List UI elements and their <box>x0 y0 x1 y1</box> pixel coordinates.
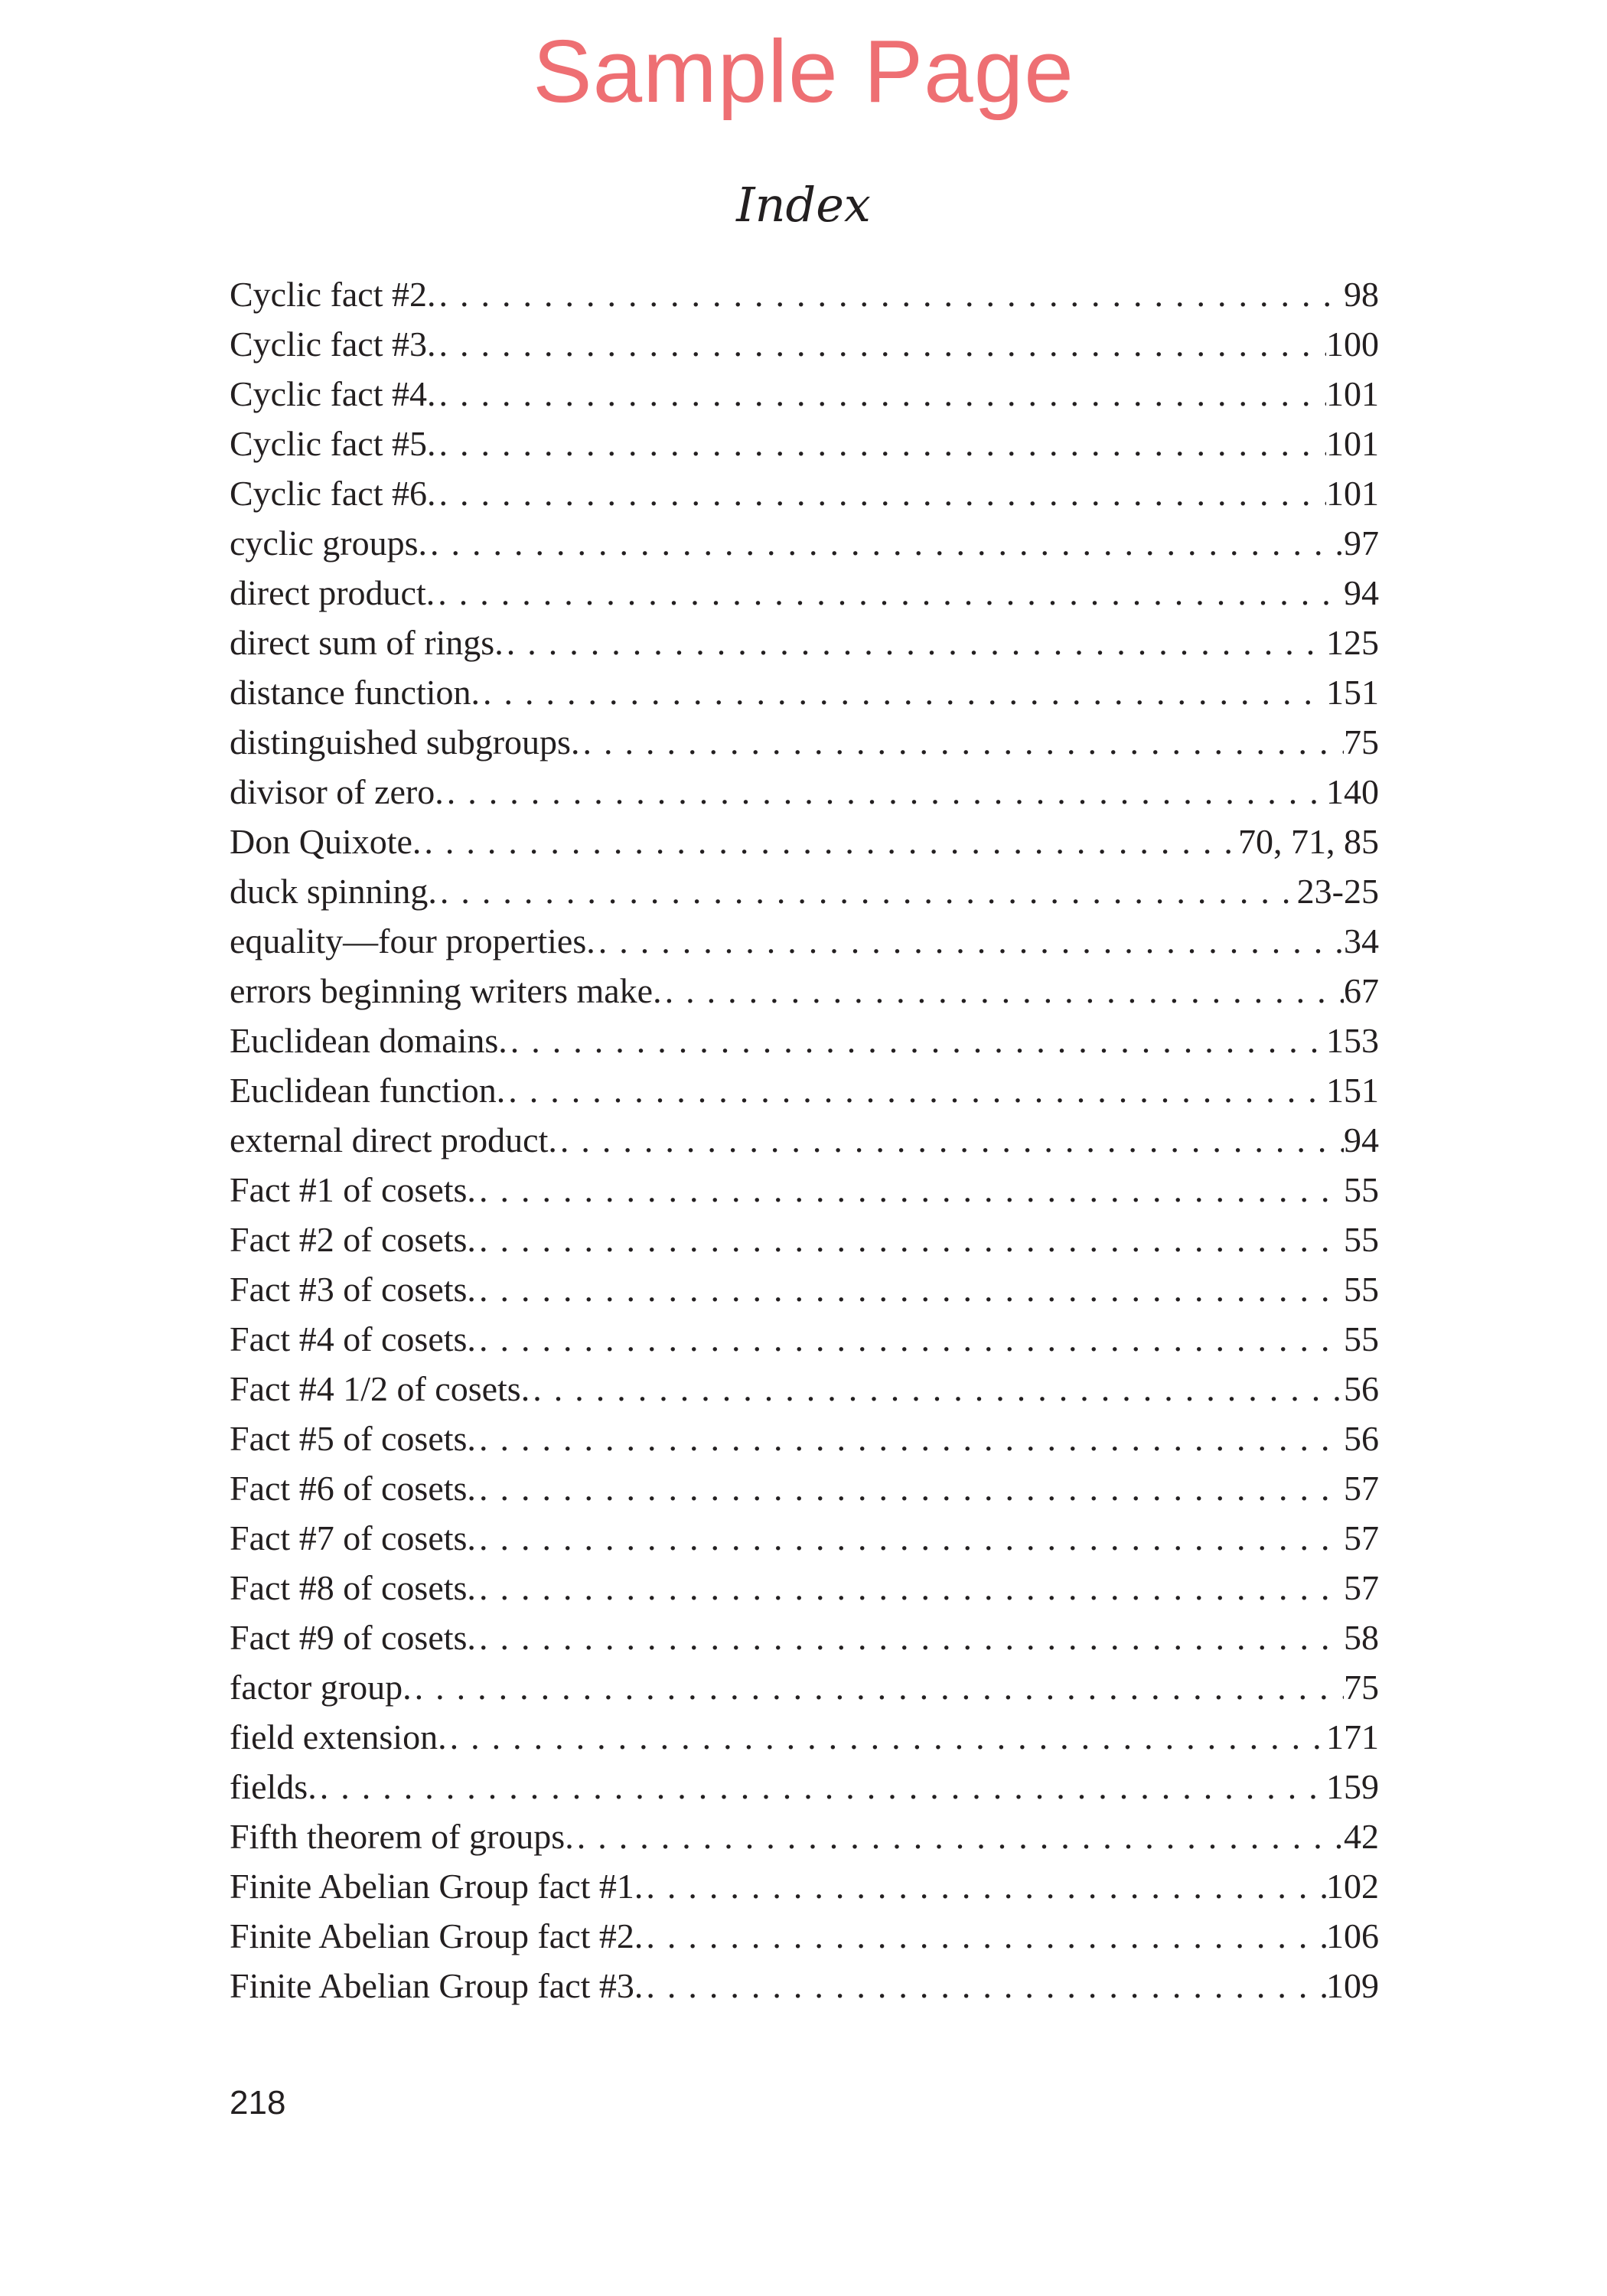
index-entry <box>230 1264 1379 1314</box>
index-entry-pages: 67 <box>1344 971 1379 1010</box>
index-entry-term: Don Quixote. <box>230 822 422 861</box>
index-entry <box>230 1812 1379 1861</box>
index-entry-pages: 70, 71, 85 <box>1238 822 1379 861</box>
dot-leader <box>643 1961 1326 2011</box>
index-entry <box>230 319 1379 369</box>
index-entry-pages: 100 <box>1326 325 1379 364</box>
index-entry-term: Fact #4 of cosets. <box>230 1319 476 1358</box>
index-heading: Index <box>736 177 871 233</box>
index-entry-term: Cyclic fact #3. <box>230 325 436 364</box>
index-entry <box>230 518 1379 568</box>
index-entry-term: Cyclic fact #5. <box>230 424 436 463</box>
index-entry <box>230 767 1379 817</box>
index-entry <box>230 1961 1379 2011</box>
index-entry <box>230 1414 1379 1463</box>
index-entry-term: Fact #4 1/2 of cosets. <box>230 1369 530 1408</box>
index-entry-pages: 153 <box>1326 1021 1379 1060</box>
dot-leader <box>504 618 1326 667</box>
index-entry <box>230 966 1379 1016</box>
dot-leader <box>557 1115 1344 1165</box>
dot-leader <box>476 1563 1344 1613</box>
dot-leader <box>435 568 1344 618</box>
index-entry-pages: 94 <box>1344 1120 1379 1159</box>
dot-leader <box>476 1463 1344 1513</box>
dot-leader <box>579 717 1344 767</box>
index-entry-term: Fact #6 of cosets. <box>230 1469 476 1508</box>
index-entry-term: direct product. <box>230 573 435 612</box>
dot-leader <box>476 1613 1344 1662</box>
index-entry-term: distance function. <box>230 673 481 712</box>
index-entry <box>230 1314 1379 1364</box>
dot-leader <box>444 767 1326 817</box>
index-entry-pages: 98 <box>1344 275 1379 314</box>
index-entry-term: divisor of zero. <box>230 772 444 811</box>
dot-leader <box>437 866 1297 916</box>
index-entry-term: factor group. <box>230 1668 412 1707</box>
dot-leader <box>505 1065 1326 1115</box>
index-entry-pages: 56 <box>1344 1419 1379 1458</box>
index-entry-pages: 101 <box>1326 424 1379 463</box>
index-entry-pages: 75 <box>1344 722 1379 762</box>
index-entry-pages: 101 <box>1326 374 1379 413</box>
dot-leader <box>643 1911 1326 1961</box>
index-entry-pages: 55 <box>1344 1270 1379 1309</box>
index-entry-term: Fact #1 of cosets. <box>230 1170 476 1209</box>
dot-leader <box>476 1414 1344 1463</box>
dot-leader <box>436 269 1344 319</box>
index-entry-term: Fact #7 of cosets. <box>230 1518 476 1557</box>
index-entry-pages: 55 <box>1344 1319 1379 1358</box>
dot-leader <box>421 817 1238 866</box>
dot-leader <box>427 518 1344 568</box>
index-entry <box>230 717 1379 767</box>
index-entry-term: Fact #5 of cosets. <box>230 1419 476 1458</box>
dot-leader <box>436 319 1326 369</box>
index-entry-term: errors beginning writers make. <box>230 971 662 1010</box>
dot-leader <box>476 1215 1344 1264</box>
dot-leader <box>480 667 1326 717</box>
dot-leader <box>412 1662 1344 1712</box>
index-entry <box>230 1016 1379 1065</box>
index-entry-term: Finite Abelian Group fact #1. <box>230 1867 644 1906</box>
index-entry <box>230 618 1379 667</box>
dot-leader <box>436 369 1326 419</box>
index-entry <box>230 1364 1379 1414</box>
index-entry-pages: 57 <box>1344 1469 1379 1508</box>
index-entry <box>230 419 1379 468</box>
dot-leader <box>507 1016 1326 1065</box>
index-entry-term: Cyclic fact #2. <box>230 275 436 314</box>
index-entry <box>230 1563 1379 1613</box>
index-entry-pages: 75 <box>1344 1668 1379 1707</box>
index-entry-term: Cyclic fact #4. <box>230 374 436 413</box>
index-entry-pages: 55 <box>1344 1220 1379 1259</box>
dot-leader <box>476 1314 1344 1364</box>
index-entry <box>230 866 1379 916</box>
index-entry-term: Finite Abelian Group fact #2. <box>230 1916 644 1955</box>
index-entry <box>230 369 1379 419</box>
dot-leader <box>530 1364 1344 1414</box>
index-entry-pages: 56 <box>1344 1369 1379 1408</box>
dot-leader <box>476 1264 1344 1314</box>
index-entry <box>230 1911 1379 1961</box>
index-entry-pages: 140 <box>1326 772 1379 811</box>
index-entry-pages: 55 <box>1344 1170 1379 1209</box>
dot-leader <box>643 1861 1326 1911</box>
index-entry-pages: 97 <box>1344 523 1379 563</box>
dot-leader <box>447 1712 1326 1762</box>
index-entry-term: Fact #9 of cosets. <box>230 1618 476 1657</box>
index-entry-pages: 109 <box>1326 1966 1379 2005</box>
index-entry-pages: 159 <box>1326 1767 1379 1806</box>
index-entry-term: Fact #3 of cosets. <box>230 1270 476 1309</box>
dot-leader <box>436 468 1326 518</box>
dot-leader <box>436 419 1326 468</box>
index-entry <box>230 1513 1379 1563</box>
index-entry-pages: 151 <box>1326 673 1379 712</box>
index-entry-pages: 171 <box>1326 1717 1379 1756</box>
dot-leader <box>476 1513 1344 1563</box>
index-entry-term: fields. <box>230 1767 317 1806</box>
index-entry <box>230 667 1379 717</box>
index-entry <box>230 1115 1379 1165</box>
index-entry-term: duck spinning. <box>230 872 437 911</box>
index-entry-pages: 57 <box>1344 1518 1379 1557</box>
index-entry-pages: 151 <box>1326 1071 1379 1110</box>
index-entry-term: cyclic groups. <box>230 523 428 563</box>
index-entry-pages: 125 <box>1326 623 1379 662</box>
index-entry <box>230 1165 1379 1215</box>
index-entry <box>230 1463 1379 1513</box>
index-entry <box>230 1613 1379 1662</box>
index-entry <box>230 1762 1379 1812</box>
index-entry-pages: 106 <box>1326 1916 1379 1955</box>
index-entry <box>230 1215 1379 1264</box>
index-entry <box>230 916 1379 966</box>
index-entry <box>230 468 1379 518</box>
index-list <box>230 269 1379 2011</box>
index-entry-term: Fact #2 of cosets. <box>230 1220 476 1259</box>
dot-leader <box>662 966 1344 1016</box>
index-entry-term: field extension. <box>230 1717 447 1756</box>
index-entry-pages: 42 <box>1344 1817 1379 1856</box>
sample-page-watermark: Sample Page <box>533 21 1074 121</box>
index-entry-pages: 57 <box>1344 1568 1379 1607</box>
page-number: 218 <box>230 2084 286 2122</box>
index-entry <box>230 817 1379 866</box>
index-entry-pages: 23-25 <box>1296 872 1379 911</box>
index-entry-term: Cyclic fact #6. <box>230 474 436 513</box>
index-entry-term: Fact #8 of cosets. <box>230 1568 476 1607</box>
index-entry-pages: 102 <box>1326 1867 1379 1906</box>
index-entry <box>230 568 1379 618</box>
dot-leader <box>595 916 1344 966</box>
index-entry-pages: 101 <box>1326 474 1379 513</box>
index-entry <box>230 1662 1379 1712</box>
dot-leader <box>574 1812 1344 1861</box>
index-entry-term: Euclidean domains. <box>230 1021 507 1060</box>
index-entry-term: Finite Abelian Group fact #3. <box>230 1966 644 2005</box>
index-entry-term: distinguished subgroups. <box>230 722 580 762</box>
index-entry <box>230 1861 1379 1911</box>
dot-leader <box>476 1165 1344 1215</box>
index-entry <box>230 1712 1379 1762</box>
index-entry-term: external direct product. <box>230 1120 557 1159</box>
index-entry-term: direct sum of rings. <box>230 623 504 662</box>
index-entry-term: Euclidean function. <box>230 1071 506 1110</box>
index-entry-pages: 58 <box>1344 1618 1379 1657</box>
dot-leader <box>317 1762 1326 1812</box>
index-entry-term: equality—four properties. <box>230 921 595 960</box>
index-entry-term: Fifth theorem of groups. <box>230 1817 574 1856</box>
index-entry <box>230 269 1379 319</box>
index-entry-pages: 94 <box>1344 573 1379 612</box>
index-entry-pages: 34 <box>1344 921 1379 960</box>
index-entry <box>230 1065 1379 1115</box>
